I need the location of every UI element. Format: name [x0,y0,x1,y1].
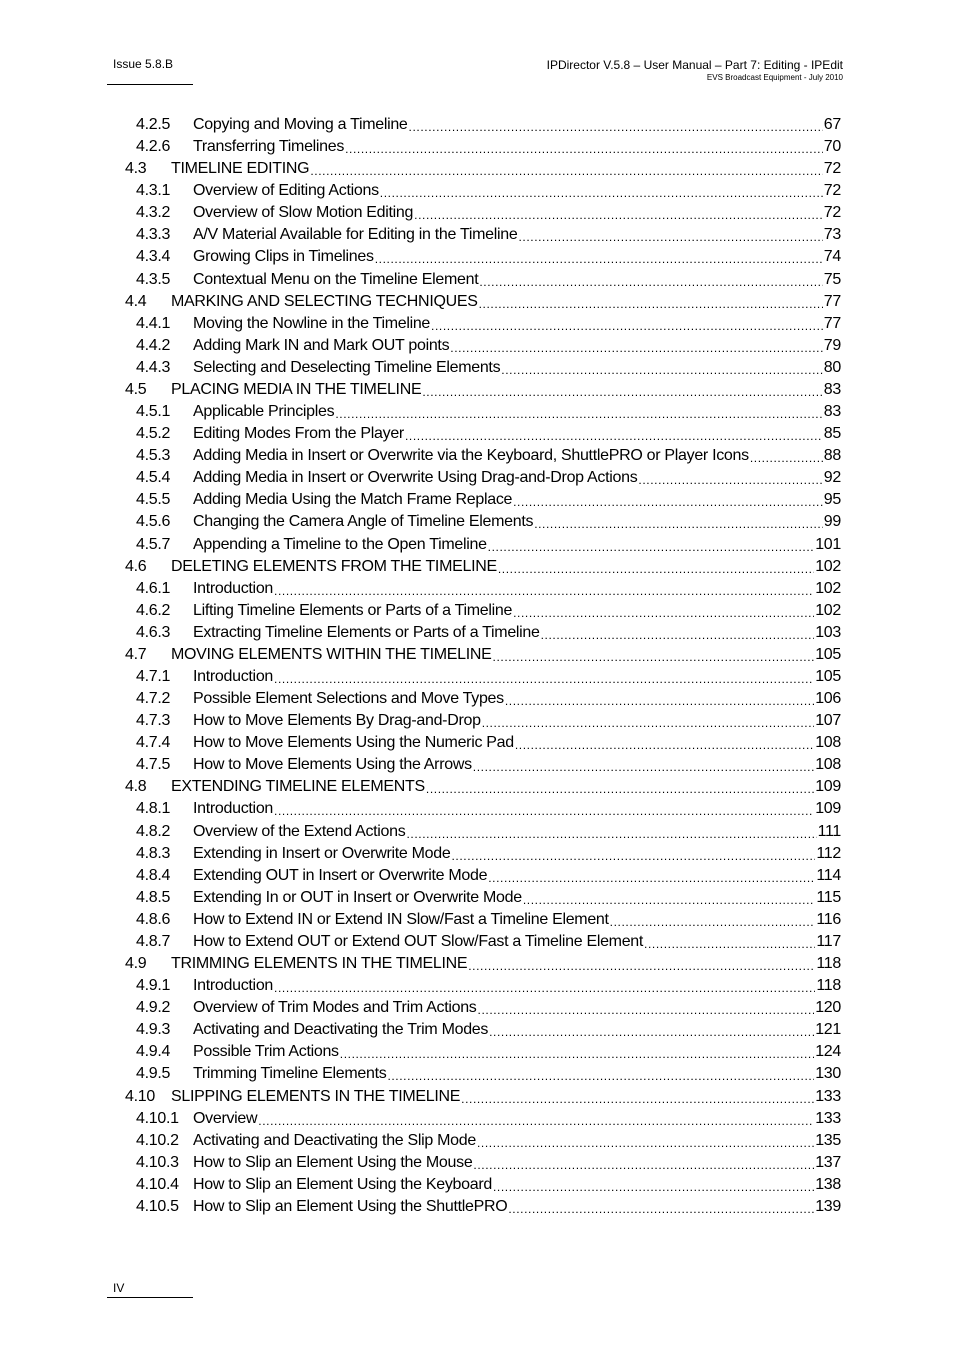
toc-entry-number: 4.8.7 [136,932,171,950]
toc-entry-number: 4.3.2 [136,204,171,222]
toc-entry-number: 4.3 [125,160,147,178]
toc-entry[interactable] [0,1041,841,1063]
toc-entry-page: 74 [823,248,841,266]
toc-entry-number: 4.5 [125,380,147,398]
toc-entry-page: 85 [823,425,841,443]
toc-entry[interactable] [0,180,841,202]
toc-dot-leader [468,959,815,973]
toc-entry-page: 103 [815,623,841,641]
toc-entry[interactable] [0,357,841,379]
toc-dot-leader [638,473,822,487]
toc-entry-page: 108 [815,756,841,774]
toc-entry-page: 99 [823,513,841,531]
toc-dot-leader [488,540,815,554]
toc-entry-number: 4.9 [125,955,147,973]
toc-entry[interactable] [0,578,841,600]
toc-entry-number: 4.10 [125,1087,155,1105]
toc-entry-number: 4.9.5 [136,1065,171,1083]
toc-entry-title: Extending in Insert or Overwrite Mode [193,844,451,862]
toc-entry-page: 77 [823,292,841,310]
toc-entry-title: Adding Media in Insert or Overwrite Using Drag-and-Drop Actions [193,469,638,487]
toc-entry[interactable] [0,291,841,313]
toc-entry-title: PLACING MEDIA IN THE TIMELINE [171,380,422,398]
toc-entry-page: 118 [816,977,841,995]
toc-entry-page: 102 [815,579,841,597]
toc-entry-title: Trimming Timeline Elements [193,1065,387,1083]
toc-entry-title: Transferring Timelines [193,138,345,156]
toc-entry-page: 101 [815,535,841,553]
toc-entry-title: Introduction [193,579,274,597]
toc-dot-leader [450,341,823,355]
toc-entry-title: Extending OUT in Insert or Overwrite Mode [193,866,488,884]
toc-entry-number: 4.7.3 [136,712,171,730]
toc-dot-leader [405,429,823,443]
toc-entry-number: 4.5.2 [136,425,171,443]
toc-dot-leader [523,893,816,907]
toc-entry-page: 70 [823,138,841,156]
toc-entry[interactable] [0,556,841,578]
toc-entry-title: How to Slip an Element Using the Keyboard [193,1175,492,1193]
toc-entry[interactable] [0,865,841,887]
toc-entry-title: How to Extend IN or Extend IN Slow/Fast a Timeline Element [193,910,609,928]
toc-entry-title: Introduction [193,977,274,995]
toc-entry-page: 88 [823,447,841,465]
toc-entry-number: 4.3.3 [136,226,171,244]
toc-entry-title: Adding Mark IN and Mark OUT points [193,336,450,354]
toc-entry-page: 95 [823,491,841,509]
toc-entry-title: Overview of Slow Motion Editing [193,204,414,222]
toc-entry-page: 121 [815,1021,841,1039]
toc-dot-leader [274,672,814,686]
toc-dot-leader [498,562,814,576]
toc-dot-leader [274,584,814,598]
toc-entry-title: Overview of Editing Actions [193,182,379,200]
toc-dot-leader [644,937,815,951]
toc-entry-number: 4.8.4 [136,866,171,884]
toc-entry-number: 4.2.5 [136,116,171,133]
toc-entry-number: 4.5.7 [136,535,171,553]
toc-entry-title: Adding Media in Insert or Overwrite via the Keyboard, ShuttlePRO or Player Icons [193,447,749,465]
toc-entry-page: 108 [815,734,841,752]
toc-entry-title: TRIMMING ELEMENTS IN THE TIMELINE [171,955,468,973]
toc-entry-title: DELETING ELEMENTS FROM THE TIMELINE [171,557,497,575]
toc-entry-title: MOVING ELEMENTS WITHIN THE TIMELINE [171,645,492,663]
toc-entry-title: Activating and Deactivating the Trim Modes [193,1021,489,1039]
toc-entry-title: Introduction [193,800,274,818]
toc-entry[interactable] [0,423,841,445]
toc-entry-title: How to Move Elements Using the Numeric Pad [193,734,514,752]
toc-entry-page: 117 [816,932,841,950]
toc-entry-page: 118 [816,955,841,973]
toc-entry-number: 4.10.4 [136,1175,179,1193]
toc-entry[interactable] [0,313,841,335]
toc-entry-title: How to Slip an Element Using the Mouse [193,1153,473,1171]
toc-entry-page: 92 [823,469,841,487]
toc-entry-page: 77 [823,314,841,332]
toc-entry-number: 4.7.5 [136,756,171,774]
toc-entry[interactable] [0,1174,841,1196]
toc-dot-leader [461,1092,814,1106]
toc-entry-number: 4.8.2 [136,822,171,840]
toc-entry[interactable] [0,909,841,931]
toc-dot-leader [515,738,814,752]
toc-entry-page: 75 [823,270,841,288]
toc-entry[interactable] [0,401,841,423]
toc-entry-number: 4.3.1 [136,182,171,200]
toc-entry-number: 4.8.6 [136,910,171,928]
toc-entry-title: How to Slip an Element Using the ShuttlePRO [193,1197,508,1215]
toc-entry-page: 130 [815,1065,841,1083]
toc-entry-number: 4.8.3 [136,844,171,862]
toc-dot-leader [422,385,822,399]
toc-dot-leader [489,1025,814,1039]
header-subtitle: EVS Broadcast Equipment - July 2010 [706,73,843,82]
toc-entry[interactable] [0,1108,841,1130]
toc-entry-number: 4.8 [125,778,147,796]
toc-entry-title: Overview of the Extend Actions [193,822,406,840]
toc-dot-leader [750,451,823,465]
toc-entry-title: TIMELINE EDITING [171,160,310,178]
toc-entry-number: 4.4.2 [136,336,171,354]
toc-entry-title: Contextual Menu on the Timeline Element [193,270,479,288]
toc-dot-leader [534,517,823,531]
toc-dot-leader [477,1136,814,1150]
toc-entry-number: 4.8.5 [136,888,171,906]
toc-entry-page: 102 [815,557,841,575]
toc-entry-page: 83 [823,403,841,421]
toc-entry-number: 4.7 [125,645,147,663]
toc-entry-number: 4.10.1 [136,1109,179,1127]
toc-dot-leader [508,1202,814,1216]
toc-entry-number: 4.5.4 [136,469,171,487]
toc-entry-title: Activating and Deactivating the Slip Mode [193,1131,476,1149]
toc-entry-page: 105 [815,668,841,685]
toc-entry[interactable] [0,931,841,953]
toc-entry-number: 4.5.5 [136,491,171,509]
toc-dot-leader [258,1114,814,1128]
toc-entry-number: 4.9.3 [136,1021,171,1039]
header-title: IPDirector V.5.8 – User Manual – Part 7: Editing - IPEdit [546,58,843,72]
toc-entry-title: Overview of Trim Modes and Trim Actions [193,999,477,1017]
toc-entry-title: Possible Trim Actions [193,1043,339,1061]
toc-dot-leader [335,407,822,421]
toc-dot-leader [541,628,815,642]
toc-entry-title: How to Move Elements By Drag-and-Drop [193,712,481,730]
toc-entry-page: 106 [815,690,841,708]
toc-dot-leader [310,164,822,178]
toc-entry-page: 120 [815,999,841,1017]
toc-dot-leader [406,827,816,841]
toc-dot-leader [493,1180,814,1194]
toc-entry[interactable] [0,997,841,1019]
toc-entry-title: Editing Modes From the Player [193,425,404,443]
header-rule-left [107,84,193,85]
toc-entry[interactable] [0,534,841,556]
toc-entry[interactable] [0,379,841,401]
toc-entry-number: 4.10.2 [136,1131,179,1149]
toc-entry-page: 105 [815,645,841,663]
toc-entry-number: 4.2.6 [136,138,171,156]
toc-entry-title: Copying and Moving a Timeline [193,116,408,133]
toc-entry-title: Extracting Timeline Elements or Parts of a Timeline [193,623,540,641]
header-issue: Issue 5.8.B [113,57,174,71]
toc-entry[interactable] [0,688,841,710]
toc-entry-page: 72 [823,204,841,222]
toc-entry-page: 114 [816,866,841,884]
toc-dot-leader [482,716,815,730]
toc-entry-page: 67 [823,116,841,133]
toc-entry-number: 4.9.1 [136,977,171,995]
toc-entry[interactable] [0,1019,841,1041]
toc-entry[interactable] [0,666,841,688]
toc-entry-page: 72 [823,182,841,200]
toc-entry[interactable] [0,600,841,622]
toc-entry[interactable] [0,489,841,511]
toc-entry-number: 4.10.5 [136,1197,179,1215]
toc-entry[interactable] [0,114,841,136]
toc-entry-number: 4.7.4 [136,734,171,752]
toc-entry-number: 4.7.1 [136,668,171,685]
toc-entry-page: 83 [823,380,841,398]
toc-entry-number: 4.4 [125,292,147,310]
toc-entry-page: 135 [815,1131,841,1149]
toc-entry-page: 72 [823,160,841,178]
toc-entry[interactable] [0,1063,841,1085]
toc-dot-leader [493,650,815,664]
toc-dot-leader [380,186,823,200]
toc-entry-page: 107 [815,712,841,730]
toc-entry[interactable] [0,622,841,644]
toc-entry-page: 133 [815,1087,841,1105]
toc-entry-title: Changing the Camera Angle of Timeline Elements [193,513,534,531]
toc-entry[interactable] [0,732,841,754]
toc-entry-number: 4.6.2 [136,601,171,619]
toc-entry-number: 4.5.3 [136,447,171,465]
toc-entry[interactable] [0,136,841,158]
toc-entry-title: Moving the Nowline in the Timeline [193,314,431,332]
toc-entry-number: 4.4.3 [136,358,171,376]
toc-dot-leader [274,804,814,818]
toc-entry[interactable] [0,776,841,798]
toc-entry-title: Adding Media Using the Match Frame Replace [193,491,513,509]
toc-entry[interactable] [0,887,841,909]
toc-entry-number: 4.3.4 [136,248,171,266]
toc-entry-page: 139 [815,1197,841,1215]
toc-dot-leader [479,275,822,289]
toc-entry-page: 133 [815,1109,841,1127]
toc-entry-page: 102 [815,601,841,619]
toc-entry-page: 80 [823,358,841,376]
toc-entry[interactable] [0,224,841,246]
toc-dot-leader [518,230,822,244]
toc-entry[interactable] [0,710,841,732]
toc-dot-leader [513,606,814,620]
toc-entry-page: 109 [815,778,841,796]
toc-entry-number: 4.9.4 [136,1043,171,1061]
toc-entry-page: 109 [815,800,841,818]
toc-dot-leader [387,1069,814,1083]
toc-entry-number: 4.7.2 [136,690,171,708]
toc-entry[interactable] [0,445,841,467]
toc-entry-number: 4.10.3 [136,1153,179,1171]
toc-entry-page: 79 [823,336,841,354]
toc-entry-title: Selecting and Deselecting Timeline Elements [193,358,501,376]
toc-entry[interactable] [0,1130,841,1152]
toc-entry[interactable] [0,1086,841,1108]
toc-entry[interactable] [0,798,841,820]
toc-entry-title: EXTENDING TIMELINE ELEMENTS [171,778,425,796]
toc-entry-number: 4.4.1 [136,314,171,332]
toc-dot-leader [414,208,823,222]
toc-dot-leader [274,981,815,995]
toc-entry[interactable] [0,1152,841,1174]
toc-entry-number: 4.9.2 [136,999,171,1017]
toc-dot-leader [479,297,823,311]
toc-entry[interactable] [0,335,841,357]
toc-entry-number: 4.6 [125,557,147,575]
toc-entry-title: Extending In or OUT in Insert or Overwrite Mode [193,888,522,906]
toc-entry-page: 115 [816,888,841,906]
toc-entry[interactable] [0,269,841,291]
toc-dot-leader [473,1158,814,1172]
toc-dot-leader [501,363,823,377]
toc-entry-number: 4.5.1 [136,403,171,421]
toc-entry[interactable] [0,511,841,533]
toc-dot-leader [340,1047,814,1061]
toc-dot-leader [513,495,823,509]
toc-entry-title: Overview [193,1109,258,1127]
toc-dot-leader [375,252,823,266]
toc-entry-number: 4.6.1 [136,579,171,597]
header-right [547,57,843,83]
toc-entry-number: 4.6.3 [136,623,171,641]
toc-dot-leader [473,760,814,774]
toc-dot-leader [488,871,815,885]
toc-dot-leader [505,694,814,708]
toc-entry-number: 4.8.1 [136,800,171,818]
toc-entry-title: Appending a Timeline to the Open Timeline [193,535,487,553]
toc-entry-page: 73 [823,226,841,244]
toc-entry[interactable] [0,843,841,865]
toc-entry-title: Applicable Principles [193,403,335,421]
toc-dot-leader [451,849,815,863]
toc-entry-title: Possible Element Selections and Move Types [193,690,504,708]
toc-entry[interactable] [0,754,841,776]
toc-entry-title: MARKING AND SELECTING TECHNIQUES [171,292,478,310]
toc-entry-page: 137 [815,1153,841,1171]
toc-entry-title: How to Move Elements Using the Arrows [193,756,472,774]
toc-entry-page: 112 [816,844,841,862]
toc-dot-leader [478,1003,815,1017]
toc-entry-number: 4.5.6 [136,513,171,531]
toc-entry-page: 138 [815,1175,841,1193]
toc-entry[interactable] [0,821,841,843]
toc-entry[interactable] [0,467,841,489]
toc-entry[interactable] [0,1196,841,1218]
toc-dot-leader [426,782,814,796]
footer-rule [107,1297,193,1298]
toc-entry[interactable] [0,246,841,268]
toc-entry-title: How to Extend OUT or Extend OUT Slow/Fast a Timeline Element [193,932,644,950]
toc-dot-leader [409,120,823,134]
toc-entry-page: 124 [815,1043,841,1061]
toc-entry-number: 4.3.5 [136,270,171,288]
toc-entry-title: A/V Material Available for Editing in the Timeline [193,226,518,244]
footer-page-label: IV [113,1281,125,1295]
toc-dot-leader [610,915,816,929]
toc-entry[interactable] [0,953,841,975]
toc-entry-title: SLIPPING ELEMENTS IN THE TIMELINE [171,1087,461,1105]
toc-entry-title: Lifting Timeline Elements or Parts of a Timeline [193,601,513,619]
toc-entry-page: 116 [816,910,841,928]
toc-dot-leader [431,319,823,333]
toc-dot-leader [345,142,823,156]
toc-entry[interactable] [0,202,841,224]
toc-entry-title: Growing Clips in Timelines [193,248,374,266]
toc-entry[interactable] [0,644,841,666]
toc-entry-page: 111 [817,822,841,840]
toc-entry[interactable] [0,975,841,997]
toc-entry-title: Introduction [193,668,274,685]
toc-entry[interactable] [0,158,841,180]
